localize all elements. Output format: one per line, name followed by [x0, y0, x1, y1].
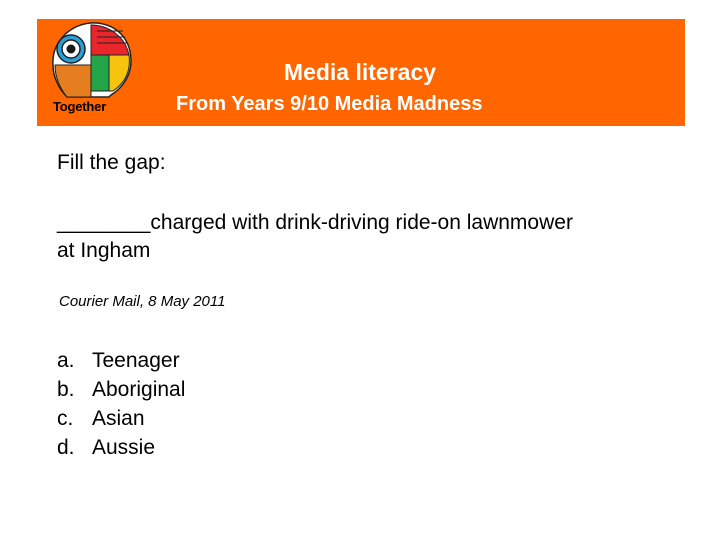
instruction-text: Fill the gap:	[57, 151, 166, 174]
option-c	[57, 404, 185, 433]
option-letter: b.	[57, 378, 75, 401]
option-d	[57, 433, 185, 462]
option-letter: a.	[57, 349, 75, 372]
option-text: Aussie	[92, 436, 156, 459]
option-text: Aboriginal	[92, 378, 186, 401]
option-text: Asian	[92, 407, 145, 430]
page-title: Media literacy	[283, 59, 437, 85]
option-letter: d.	[57, 436, 75, 459]
headline-line-2: at Ingham	[57, 239, 151, 262]
answer-options-list	[57, 346, 185, 462]
option-text: Teenager	[92, 349, 180, 372]
option-letter: c.	[57, 407, 74, 430]
option-a	[57, 346, 185, 375]
option-b	[57, 375, 185, 404]
citation-text: Courier Mail, 8 May 2011	[59, 293, 226, 310]
logo-wordmark: Together	[53, 99, 107, 114]
page-subtitle: From Years 9/10 Media Madness	[176, 93, 483, 115]
headline-text	[57, 209, 677, 265]
headline-line-1: ________charged with drink-driving ride-on lawnmower	[57, 211, 573, 234]
